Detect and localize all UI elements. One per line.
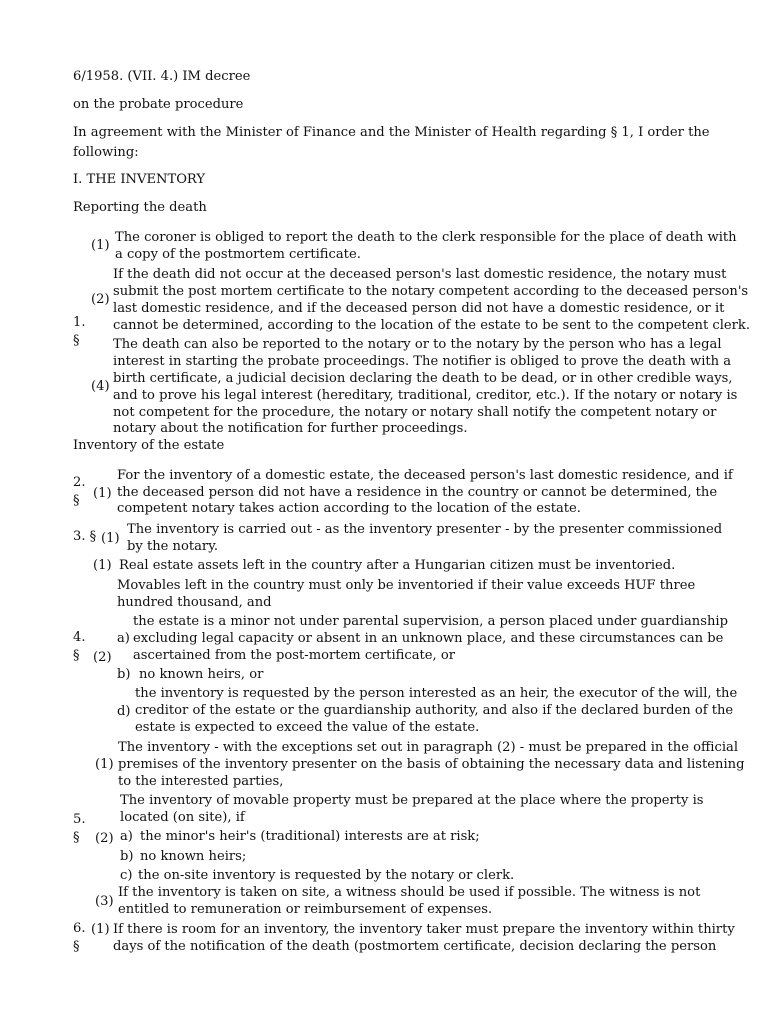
- decree-title: 6/1958. (VII. 4.) IM decree: [73, 69, 251, 84]
- item-line: the minor's heir's (traditional) interests are at risk;: [140, 829, 480, 844]
- decree-subtitle: on the probate procedure: [73, 97, 244, 112]
- paragraph-label: (1): [91, 238, 110, 253]
- paragraph-label: (1): [93, 486, 112, 501]
- paragraph-line: If the death did not occur at the deceased person's last domestic residence, the notary must: [113, 267, 727, 282]
- paragraph-label: (4): [91, 379, 110, 394]
- paragraph-line: entitled to remuneration or reimbursement of expenses.: [118, 902, 493, 917]
- paragraph-label: (2): [91, 292, 110, 307]
- paragraph-line: premises of the inventory presenter on the basis of obtaining the necessary data and listening: [118, 757, 745, 772]
- item-line: the estate is a minor not under parental supervision, a person placed under guardianship: [133, 614, 728, 629]
- item-label: a): [120, 829, 133, 844]
- paragraph-label: (1): [93, 558, 112, 573]
- item-line: estate is expected to exceed the value of the estate.: [135, 720, 480, 735]
- intro-line: following:: [73, 145, 139, 160]
- paragraph-label: (1): [91, 922, 110, 937]
- item-label: d): [117, 704, 131, 719]
- paragraph-line: competent notary takes action according to the location of the estate.: [117, 501, 581, 516]
- paragraph-label: (2): [93, 650, 112, 665]
- paragraph-line: by the notary.: [127, 539, 219, 554]
- paragraph-line: If the inventory is taken on site, a witness should be used if possible. The witness is not: [118, 885, 701, 900]
- paragraph-line: The death can also be reported to the notary or to the notary by the person who has a legal: [113, 337, 722, 352]
- item-label: b): [117, 667, 131, 682]
- paragraph-line: The coroner is obliged to report the death to the clerk responsible for the place of death with: [115, 230, 737, 245]
- chapter-heading: I. THE INVENTORY: [73, 172, 206, 187]
- paragraph-line: the deceased person did not have a residence in the country or cannot be determined, the: [117, 485, 718, 500]
- paragraph-line: cannot be determined, according to the location of the estate to be sent to the competent clerk.: [113, 318, 751, 333]
- paragraph-line: The inventory is carried out - as the inventory presenter - by the presenter commissioned: [127, 522, 723, 537]
- paragraph-line: to the interested parties,: [118, 774, 284, 789]
- item-label: c): [120, 868, 133, 883]
- item-line: ascertained from the post-mortem certificate, or: [133, 648, 455, 663]
- section-number: 6.: [73, 921, 86, 936]
- section-number: 2.: [73, 475, 86, 490]
- section-number: 3. §: [73, 529, 97, 544]
- paragraph-line: For the inventory of a domestic estate, the deceased person's last domestic residence, and if: [117, 468, 733, 483]
- paragraph-line: birth certificate, a judicial decision declaring the death to be dead, or in other credible ways,: [113, 371, 733, 386]
- paragraph-line: hundred thousand, and: [117, 595, 272, 610]
- item-line: the on-site inventory is requested by the notary or clerk.: [138, 868, 515, 883]
- paragraph-label: (1): [101, 531, 120, 546]
- paragraph-line: not competent for the procedure, the notary or notary shall notify the competent notary or: [113, 405, 717, 420]
- item-line: the inventory is requested by the person interested as an heir, the executor of the will, the: [135, 686, 738, 701]
- section-sign: §: [73, 939, 80, 954]
- section-sign: §: [73, 648, 80, 663]
- section-heading: Reporting the death: [73, 200, 207, 215]
- paragraph-line: The inventory of movable property must be prepared at the place where the property is: [120, 793, 704, 808]
- section-sign: §: [73, 333, 80, 348]
- paragraph-line: submit the post mortem certificate to the notary competent according to the deceased person's: [113, 284, 749, 299]
- paragraph-line: Real estate assets left in the country after a Hungarian citizen must be inventoried.: [119, 558, 676, 573]
- paragraph-line: days of the notification of the death (postmortem certificate, decision declaring the person: [113, 939, 717, 954]
- item-label: b): [120, 849, 134, 864]
- paragraph-line: Movables left in the country must only be inventoried if their value exceeds HUF three: [117, 578, 696, 593]
- item-line: creditor of the estate or the guardianship authority, and also if the declared burden of the: [135, 703, 734, 718]
- paragraph-line: notary about the notification for further proceedings.: [113, 421, 468, 436]
- section-number: 4.: [73, 630, 86, 645]
- section-sign: §: [73, 493, 80, 508]
- intro-line: In agreement with the Minister of Finance and the Minister of Health regarding § 1, I order the: [73, 125, 710, 140]
- paragraph-line: last domestic residence, and if the deceased person did not have a domestic residence, or it: [113, 301, 725, 316]
- paragraph-line: and to prove his legal interest (hereditary, traditional, creditor, etc.). If the notary or notary is: [113, 388, 738, 403]
- item-label: a): [117, 631, 130, 646]
- paragraph-label: (2): [95, 831, 114, 846]
- paragraph-line: located (on site), if: [120, 810, 245, 825]
- section-heading: Inventory of the estate: [73, 438, 225, 453]
- item-line: excluding legal capacity or absent in an unknown place, and these circumstances can be: [133, 631, 724, 646]
- paragraph-line: interest in starting the probate proceedings. The notifier is obliged to prove the death with a: [113, 354, 732, 369]
- paragraph-line: The inventory - with the exceptions set out in paragraph (2) - must be prepared in the official: [118, 740, 739, 755]
- paragraph-label: (3): [95, 894, 114, 909]
- item-line: no known heirs, or: [139, 667, 264, 682]
- section-sign: §: [73, 830, 80, 845]
- section-number: 1.: [73, 315, 86, 330]
- paragraph-line: a copy of the postmortem certificate.: [115, 247, 361, 262]
- paragraph-line: If there is room for an inventory, the inventory taker must prepare the inventory within thirty: [113, 922, 735, 937]
- paragraph-label: (1): [95, 757, 114, 772]
- section-number: 5.: [73, 812, 86, 827]
- item-line: no known heirs;: [140, 849, 247, 864]
